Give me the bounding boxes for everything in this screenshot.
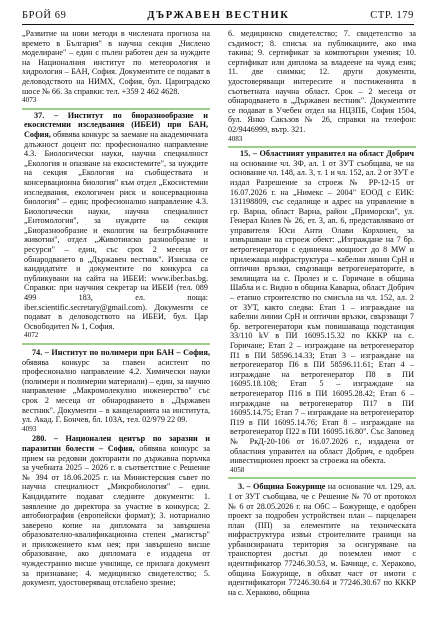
notice-continuation: 6. медицинско свидетелство; 7. свидетелство за съдимост; 8. списък на публикациите, ако има такива; 9. сертификат за компютърни умения; 10. сертификат или диплома за владеене на чужд език; 11. две снимки; 12. други документи, удостоверяващи интересите и постиженията в съответната научна област. Срок – 2 месеца от обнародването в „Държавен вестник". Документите се подават в Учебен отдел на НЦЗПБ, София 1504, бул. Янко Сакъзов № 26, справки на телефон: 02/9446999, вътр. 321. xyxy=(228,29,416,134)
notice-3-lead: 3. – Община Божурище xyxy=(238,482,326,492)
notice-37 xyxy=(24,111,208,332)
notice-74-text: обявява конкурс за главен асистент по професионално направление 4.2. Химически науки (полимери и полимерни материали) – един, за научно направление „Макромолекулно инженерство" със срок 2 месеца от обнародването в „Държавен вестник". Документи – в канцеларията на института, ул. Акад. Г. Бончев, бл. 103А, тел. 02/979 22 09. xyxy=(22,357,210,425)
notice-37-text: обявява конкурс за заемане на академичната длъжност доцент по: професионално направление 4.3. Биологически науки, научна специалност „Екология и опазване на екосистемите", за нуждите на секция „Екология на съобществата и консервационна биология" към отдел „Екосистемни изследвания, екологичен риск и консервационна биология" – един; професионално направление 4.3. Биологически науки, научна специалност „Ентомология", за нуждите на секция „Биоразнообразие и екология на безгръбначните животни", отдел „Животинско разнообразие и ресурси" – един, със срок 2 месеца от обнародването в „Държавен вестник". Изисква се кандидатите и документите по конкурса са публикувани на сайта на ИБЕИ: www.iber.bas.bg. Справки: при научния секретар на ИБЕИ (тел. 089 499 183, ел. поща: iber.scientific.secretary@gmail.com). Документи се подават в деловодството на ИБЕИ, бул. Цар Освободител № 1, София. xyxy=(24,129,209,331)
notice-3-text: на основание чл. 129, ал. 1 от ЗУТ съобщава, че с Решение № 70 от протокол № 6 от 28.05.2026 г. на ОбС – Божурище, е одобрен проект за подробен устройствен план – парцеларен план (ПП) за елементите на техническата инфраструктура извън строителните граници на урбанизираната територия за осигуряване на транспортен достъп до поземлен имот с идентификатор 77246.30.53, м. Бачище, с. Хераково, община Божурище, в обхват част от имоти с идентификатори 77246.30.64 и 77246.30.67 по КККР на с. Хераково, община xyxy=(228,482,416,597)
notice-3 xyxy=(228,482,416,597)
highlighted-notice xyxy=(228,146,416,479)
notice-number: 4072 xyxy=(24,331,39,340)
notice-15 xyxy=(230,149,414,466)
notice-number: 4083 xyxy=(228,134,243,143)
issue-number: БРОЙ 69 xyxy=(22,9,67,21)
page-header xyxy=(22,7,414,23)
right-column xyxy=(228,29,416,635)
notice-280 xyxy=(22,434,210,588)
highlighted-notice xyxy=(22,108,210,345)
header-rule xyxy=(22,24,414,25)
notice-280-text: обявява конкурс за прием на редовни докторанти по държавна поръчка за учебната 2025 – 2026 г. в съответствие с Решение № 394 от 18.06.2025 г. на Министерския съвет по научна специалност „Микробиология" – един. Кандидатите подават следните документи: 1. заявление до директора за участие в конкурса; 2. автобиография (европейски формат); 3. нотариално заверено копие на дипломата за завършена образователно-квалификационна степен „магистър" и приложението към нея; при завършено висше образование, ако дипломата е издадена от чуждестранно висше училище, се прилага документ за признаване; 4. медицинско свидетелство; 5. документ, удостоверяващ отслабено зрение; xyxy=(22,443,210,588)
notice-continuation: „Развитие на нови методи в числената прогноза на времето в България" в научна секция „Числено моделиране" – един с пълен работен ден за нуждите на Националния институт по метеорология и хидрология – БАН, София. Документите се подават в деловодството на НИМХ, София, бул. Цариградско шосе № 66. За справки: тел. +359 2 462 4628. xyxy=(22,29,210,96)
notice-number: 4058 xyxy=(230,465,245,474)
notice-74-lead: 74. – Институт по полимери при БАН – София, xyxy=(32,348,210,357)
notice-37-lead: 37. – Институт по биоразнообразие и екосистемни изследвания (ИБЕИ) при БАН, София, xyxy=(24,110,208,139)
notice-number: 4093 xyxy=(22,424,37,433)
left-column xyxy=(22,29,210,635)
notice-15-text: на основание чл. 3Ф, ал. 1 от ЗУТ съобщава, че на основание чл. 148, ал. 3, т. 1 и чл. 152, ал. 2 от ЗУТ е издал Разрешение за строеж № РР-12-15 от 16.07.2026 г. на „Нимекс – 2004" ЕООД с ЕИК: 131198809, със седалище и адрес на управление в гр. Варна, област Варна, район „Приморски", ул. Генерал Колев № 26, ет. 3, ап. 6, представлявано от управителя Юси Анти Олави Корхонен, за извършване на строеж обект: „Изграждане на 7 бр. ветрогенератори с единична мощност до 8 MW и прилежаща инфраструктура – кабелни линии СрН и оптични връзки, свързващи ветрогенераторите, в землищата на с. Пролез и с. Горичане в община Шабла и с. Видно в община Каварна, област Добрич – етапно строителство по смисъла на чл. 152, ал. 2 от ЗУТ, както следва: Етап 1 – изграждане на кабелни линии СрН и оптични връзки, свързващи 7 бр. ветрогенератори към повишаваща подстанция 33/110 kV в ПИ 16095.15.32 по КККР на с. Горичане; Етап 2 – изграждане на ветрогенератор П1 в ПИ 58596.14.33; Етап 3 – изграждане на ветрогенератор П6 в ПИ 58596.11.61; Етап 4 – изграждане на ветрогенератор П8 в ПИ 16095.18.108; Етап 5 – изграждане на ветрогенератор П16 в ПИ 16095.28.42; Етап 6 – изграждане на ветрогенератор П17 в ПИ 16095.14.75; Етап 7 – изграждане на ветрогенератор П19 в ПИ 16095.14.76; Етап 8 – изграждане на ветрогенератор П22 в ПИ 16095.16.80". Със Заповед № РкД-20-106 от 16.07.2026 г., издадена от областния управител на област Добрич, е одобрен инвестиционен проект за строежа на обекта. xyxy=(230,158,414,466)
gazette-title: ДЪРЖАВЕН ВЕСТНИК xyxy=(147,9,290,21)
notice-280-lead: 280. – Национален център по заразни и паразитни болести – София, xyxy=(22,434,210,453)
notice-number: 4073 xyxy=(22,96,37,105)
notice-74 xyxy=(22,348,210,425)
page-number: СТР. 179 xyxy=(370,9,414,21)
notice-15-lead: 15. – Областният управител на област Добрич xyxy=(240,149,414,159)
